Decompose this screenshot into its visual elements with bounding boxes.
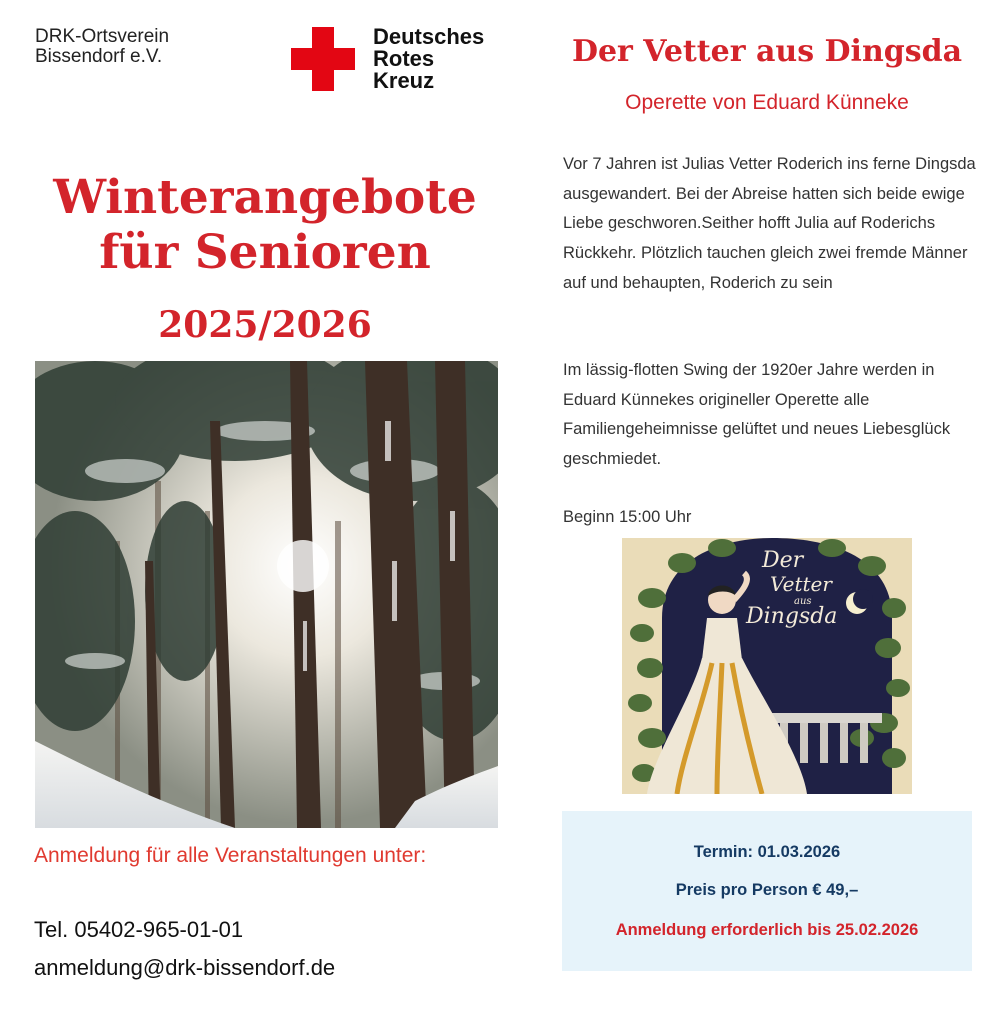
event-price: Preis pro Person € 49,–	[675, 881, 859, 899]
registration-heading: Anmeldung für alle Veranstaltungen unter:	[34, 844, 427, 867]
registration-deadline: Anmeldung erforderlich bis 25.02.2026	[615, 921, 919, 939]
organization-line-1: DRK-Ortsverein	[35, 26, 170, 47]
event-date: Termin: 01.03.2026	[693, 843, 841, 861]
event-description-2: Im lässig-flotten Swing der 1920er Jahre werden in Eduard Künnekes origineller Operette alle Familiengeheimnisse gelüftet und neues Liebesglück geschmiedet.	[563, 361, 951, 469]
event-title: Der Vetter aus Dingsda	[571, 34, 963, 69]
drk-logo	[291, 24, 501, 93]
organization-line-2: Bissendorf e.V.	[35, 46, 163, 67]
operetta-poster	[622, 538, 912, 794]
organization-name	[35, 27, 169, 67]
email-address[interactable]: anmeldung@drk-bissendorf.de	[34, 955, 336, 980]
logo-line-2: Rotes	[373, 46, 435, 71]
event-subtitle: Operette von Eduard Künneke	[625, 91, 909, 114]
poster-title-line-2: Vetter	[770, 572, 832, 596]
logo-line-1: Deutsches	[373, 24, 485, 49]
poster-title-line-3: aus	[794, 596, 812, 607]
drk-logo-text	[373, 26, 484, 92]
poster-title-line-1: Der	[762, 548, 804, 573]
event-start-time: Beginn 15:00 Uhr	[563, 508, 692, 526]
brochure-title	[30, 170, 500, 280]
red-cross-icon	[291, 27, 355, 91]
event-description-1: Vor 7 Jahren ist Julias Vetter Roderich ins ferne Dingsda ausgewandert. Bei der Abreise hatten sich beide ewige Liebe geschworen.Seither hofft Julia auf Roderichs Rückkehr. Plötzlich tauchen gleich zwei fremde Männer auf und behaupten, Roderich zu sein	[563, 155, 976, 292]
phone-number[interactable]: Tel. 05402-965-01-01	[34, 917, 244, 942]
poster-title-line-4: Dingsda	[746, 604, 838, 629]
event-info-box	[562, 811, 972, 971]
snowy-forest-photo	[35, 361, 498, 828]
brochure-title-line-2: für Senioren	[99, 225, 431, 280]
season-label: 2025/2026	[158, 304, 372, 346]
logo-line-3: Kreuz	[373, 68, 435, 93]
brochure-title-line-1: Winterangebote	[53, 170, 477, 225]
